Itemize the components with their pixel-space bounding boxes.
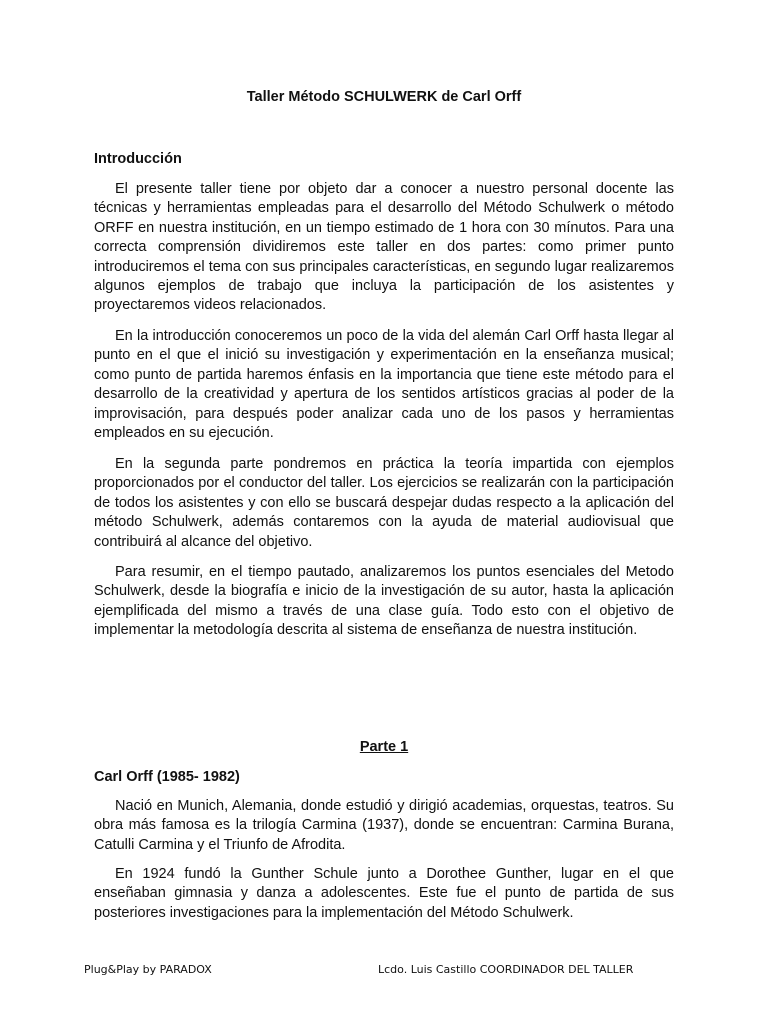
introduction-paragraph-4: Para resumir, en el tiempo pautado, analizaremos los puntos esenciales del Metodo Schulwerk, desde la biografía e inicio de la investigación de su autor, hasta la aplicación ejemplificada del mismo a través de una clase guía. Todo esto con el objetivo de implementar la metodología descrita al sistema de enseñanza de nuestra institución. [94,564,674,639]
carl-orff-heading: Carl Orff (1985- 1982) [94,769,240,785]
part-1-title: Parte 1 [359,739,409,755]
document-title: Taller Método SCHULWERK de Carl Orff [246,89,522,105]
page-body [94,0,674,1024]
footer-left-text: Plug&Play by PARADOX [84,963,212,976]
footer-right-text: Lcdo. Luis Castillo COORDINADOR DEL TALLER [378,963,634,976]
introduction-heading: Introducción [94,151,182,167]
introduction-paragraph-3: En la segunda parte pondremos en práctica la teoría impartida con ejemplos proporcionados por el conductor del taller. Los ejercicios se realizarán con la participación de todos los asistentes y con ello se buscará despejar dudas respecto a la aplicación del método Schulwerk, además contaremos con la ayuda de material audiovisual que contribuirá al alcance del objetivo. [94,456,674,550]
introduction-paragraph-1: El presente taller tiene por objeto dar a conocer a nuestro personal docente las técnicas y herramientas empleadas para el desarrollo del Método Schulwerk o método ORFF en nuestra institución, en un tiempo estimado de 1 hora con 30 mínutos. Para una correcta comprensión dividiremos este taller en dos partes: como primer punto introduciremos el tema con sus principales características, en segundo lugar realizaremos algunos ejemplos de trabajo que incluya la participación de los asistentes y proyectaremos videos relacionados. [94,181,674,314]
introduction-paragraph-2: En la introducción conoceremos un poco de la vida del alemán Carl Orff hasta llegar al punto en el que el inició su investigación y experimentación en la enseñanza musical; como punto de partida haremos énfasis en la importancia que tiene este método para el desarrollo de la creatividad y apertura de los sentidos artísticos gracias al poder de la improvisación, para después poder analizar cada uno de los pasos y herramientas empleados en su ejecución. [94,328,674,442]
part-1-paragraph-1: Nació en Munich, Alemania, donde estudió y dirigió academias, orquestas, teatros. Su obra más famosa es la trilogía Carmina (1937), donde se encuentran: Carmina Burana, Catulli Carmina y el Triunfo de Afrodita. [94,798,674,853]
part-1-paragraph-2: En 1924 fundó la Gunther Schule junto a Dorothee Gunther, lugar en el que enseñaban gimnasia y danza a adolescentes. Este fue el punto de partida de sus posteriores investigaciones para la implementación del Método Schulwerk. [94,866,674,921]
